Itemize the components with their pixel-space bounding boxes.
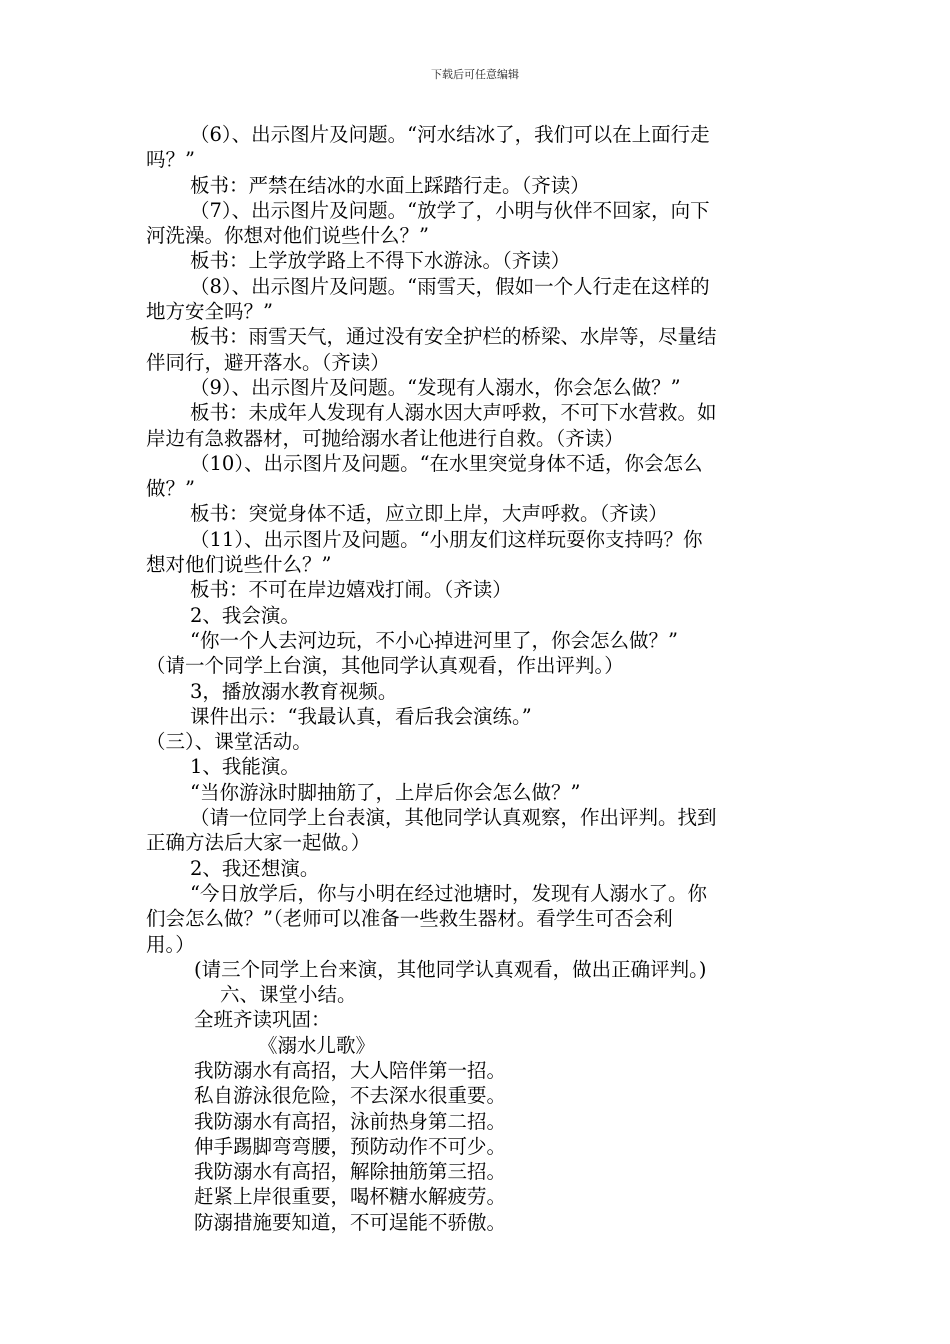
- text-line: 板书：突觉身体不适，应立即上岸，大声呼救。（齐读）: [190, 502, 668, 526]
- text-line: 地方安全吗？”: [146, 300, 273, 324]
- text-line: （8）、出示图片及问题。“雨雪天，假如一个人行走在这样的: [190, 274, 710, 298]
- text-line: 我防溺水有高招，解除抽筋第三招。: [194, 1160, 507, 1184]
- text-line: 1、我能演。: [190, 755, 300, 779]
- text-line: “当你游泳时脚抽筋了，上岸后你会怎么做？”: [190, 780, 581, 804]
- text-line: （请一位同学上台表演，其他同学认真观察，作出评判。找到: [190, 806, 717, 830]
- text-line: 全班齐读巩固：: [194, 1008, 331, 1032]
- text-line: 想对他们说些什么？”: [146, 553, 332, 577]
- text-line: (请三个同学上台来演，其他同学认真观看，做出正确评判。): [194, 957, 707, 981]
- page-header: 下载后可任意编辑: [431, 68, 519, 81]
- document-body: [146, 122, 816, 1235]
- text-line: “今日放学后，你与小明在经过池塘时，发现有人溺水了。你: [190, 881, 707, 905]
- text-line: 用。）: [146, 932, 195, 956]
- text-line: 伴同行，避开落水。（齐读）: [146, 350, 390, 374]
- text-line: 课件出示：“我最认真，看后我会演练。”: [190, 704, 532, 728]
- text-line: （11）、出示图片及问题。“小朋友们这样玩耍你支持吗？你: [190, 527, 703, 551]
- text-line: 们会怎么做？”（老师可以准备一些救生器材。看学生可否会利: [146, 907, 673, 931]
- text-line: 正确方法后大家一起做。）: [146, 831, 371, 855]
- text-line: （7）、出示图片及问题。“放学了，小明与伙伴不回家，向下: [190, 198, 710, 222]
- text-line: （10）、出示图片及问题。“在水里突觉身体不适，你会怎么: [190, 451, 703, 475]
- text-line: （6）、出示图片及问题。“河水结冰了，我们可以在上面行走: [190, 123, 710, 146]
- text-line: 六、课堂小结。: [220, 983, 357, 1007]
- text-line: 板书：雨雪天气，通过没有安全护栏的桥梁、水岸等，尽量结: [190, 325, 717, 349]
- text-line: 河洗澡。你想对他们说些什么？”: [146, 224, 429, 248]
- text-line: 私自游泳很危险，不去深水很重要。: [194, 1084, 507, 1108]
- text-line: （请一个同学上台演，其他同学认真观看，作出评判。）: [146, 654, 624, 678]
- text-line: 赶紧上岸很重要，喝杯糖水解疲劳。: [194, 1185, 507, 1209]
- text-line: 板书：不可在岸边嬉戏打闹。（齐读）: [190, 578, 512, 602]
- text-line: 防溺措施要知道，不可逞能不骄傲。: [194, 1210, 507, 1234]
- text-line: “你一个人去河边玩，不小心掉进河里了，你会怎么做？”: [190, 628, 678, 652]
- text-line: 我防溺水有高招，大人陪伴第一招。: [194, 1058, 507, 1082]
- text-line: （三）、课堂活动。: [146, 730, 312, 754]
- text-line: 2、我会演。: [190, 603, 300, 627]
- text-line: 做？”: [146, 477, 195, 501]
- text-line: 《溺水儿歌》: [258, 1033, 376, 1057]
- text-line: 2、我还想演。: [190, 856, 320, 880]
- text-line: 3，播放溺水教育视频。: [190, 679, 398, 703]
- text-line: 吗？”: [146, 148, 195, 172]
- text-line: 岸边有急救器材，可抛给溺水者让他进行自救。（齐读）: [146, 426, 624, 450]
- text-line: 板书：上学放学路上不得下水游泳。（齐读）: [190, 249, 571, 273]
- text-line: 板书：严禁在结冰的水面上踩踏行走。（齐读）: [190, 173, 590, 197]
- text-line: 板书：未成年人发现有人溺水因大声呼救，不可下水营救。如: [190, 401, 717, 425]
- text-line: 伸手踢脚弯弯腰，预防动作不可少。: [194, 1134, 507, 1158]
- text-line: 我防溺水有高招，泳前热身第二招。: [194, 1109, 507, 1133]
- text-line: （9）、出示图片及问题。“发现有人溺水，你会怎么做？”: [190, 375, 681, 399]
